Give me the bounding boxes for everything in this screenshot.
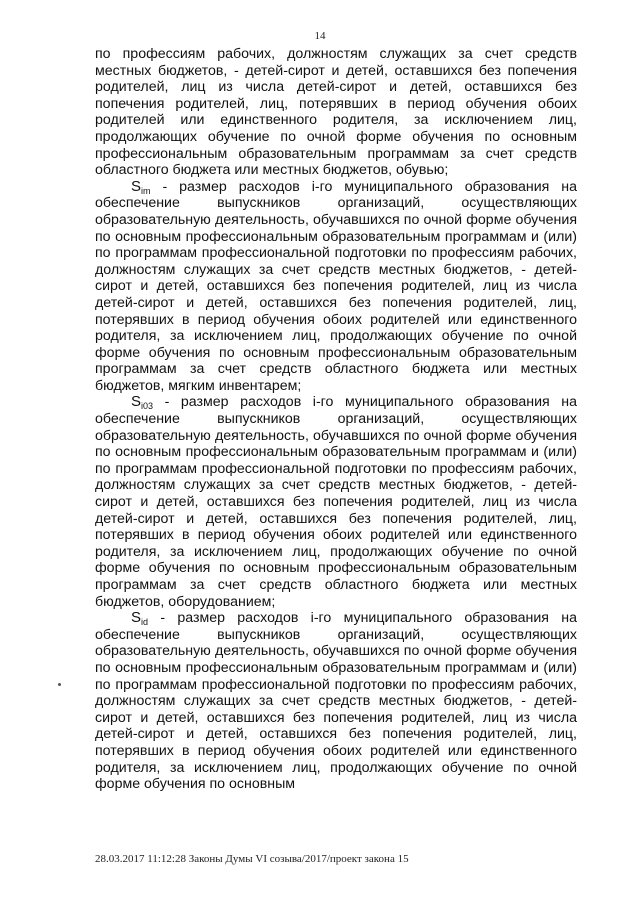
paragraph-text: по профессиям рабочих, должностям служащих за счет средств местных бюджетов, - детей-сирот и детей, оставшихся без попечения родителей, лиц из числа детей-сирот и детей, оставшихся без попечения родителей, лиц, потерявших в период обучения обоих родителей или единственного родителя, за исключением лиц, продолжающих обучение по очной форме обучения по основным профессиональным образовательным программам за счет средств областного бюджета или местных бюджетов, обувью; xyxy=(95,46,577,179)
margin-mark xyxy=(58,683,61,686)
paragraph-text: - размер расходов i-го муниципального образования на обеспечение выпускников организаций, осуществляющих образовательную деятельность, обучавшихся по очной форме обучения по основным профессиональным образовательным программам и (или) по программам профессиональной подготовки по профессиям рабочих, должностям служащих за счет средств местных бюджетов, - детей-сирот и детей, оставшихся без попечения родителей, лиц из числа детей-сирот и детей, оставшихся без попечения родителей, лиц, потерявших в период обучения обоих родителей или единственного родителя, за исключением лиц, продолжающих обучение по очной форме обучения по основным профессиональным образовательным программам за счет средств областного бюджета или местных бюджетов, оборудованием; xyxy=(95,394,577,610)
formula-symbol: $S_{i03}$ xyxy=(131,393,154,412)
formula-symbol: $S_{im}$ xyxy=(131,177,151,196)
paragraph-text: - размер расходов i-го муниципального образования на обеспечение выпускников организаций, осуществляющих образовательную деятельность, обучавшихся по очной форме обучения по основным профессиональным образовательным программам и (или) по программам профессиональной подготовки по профессиям рабочих, должностям служащих за счет средств местных бюджетов, - детей-сирот и детей, оставшихся без попечения родителей, лиц из числа детей-сирот и детей, оставшихся без попечения родителей, лиц, потерявших в период обучения обоих родителей или единственного родителя, за исключением лиц, продолжающих обучение по очной форме обучения по основным xyxy=(95,610,577,793)
formula-symbol: $S_{id}$ xyxy=(131,609,149,628)
formula-subscript: i03 xyxy=(141,401,154,412)
formula-subscript: id xyxy=(141,617,149,628)
paragraph-s-id xyxy=(95,610,577,793)
page-number: 14 xyxy=(314,30,326,42)
footer-filepath: 28.03.2017 11:12:28 Законы Думы VI созыва/2017/проект закона 15 xyxy=(95,853,409,865)
paragraph-continuation xyxy=(95,46,577,179)
paragraph-s-im xyxy=(95,179,577,395)
formula-subscript: im xyxy=(141,185,151,196)
paragraph-text: - размер расходов i-го муниципального образования на обеспечение выпускников организаций, осуществляющих образовательную деятельность, обучавшихся по очной форме обучения по основным профессиональным образовательным программам и (или) по программам профессиональной подготовки по профессиям рабочих, должностям служащих за счет средств местных бюджетов, - детей-сирот и детей, оставшихся без попечения родителей, лиц из числа детей-сирот и детей, оставшихся без попечения родителей, лиц, потерявших в период обучения обоих родителей или единственного родителя, за исключением лиц, продолжающих обучение по очной форме обучения по основным профессиональным образовательным программам за счет средств областного бюджета или местных бюджетов, мягким инвентарем; xyxy=(95,178,577,394)
document-body xyxy=(95,46,577,793)
paragraph-s-i03 xyxy=(95,394,577,610)
